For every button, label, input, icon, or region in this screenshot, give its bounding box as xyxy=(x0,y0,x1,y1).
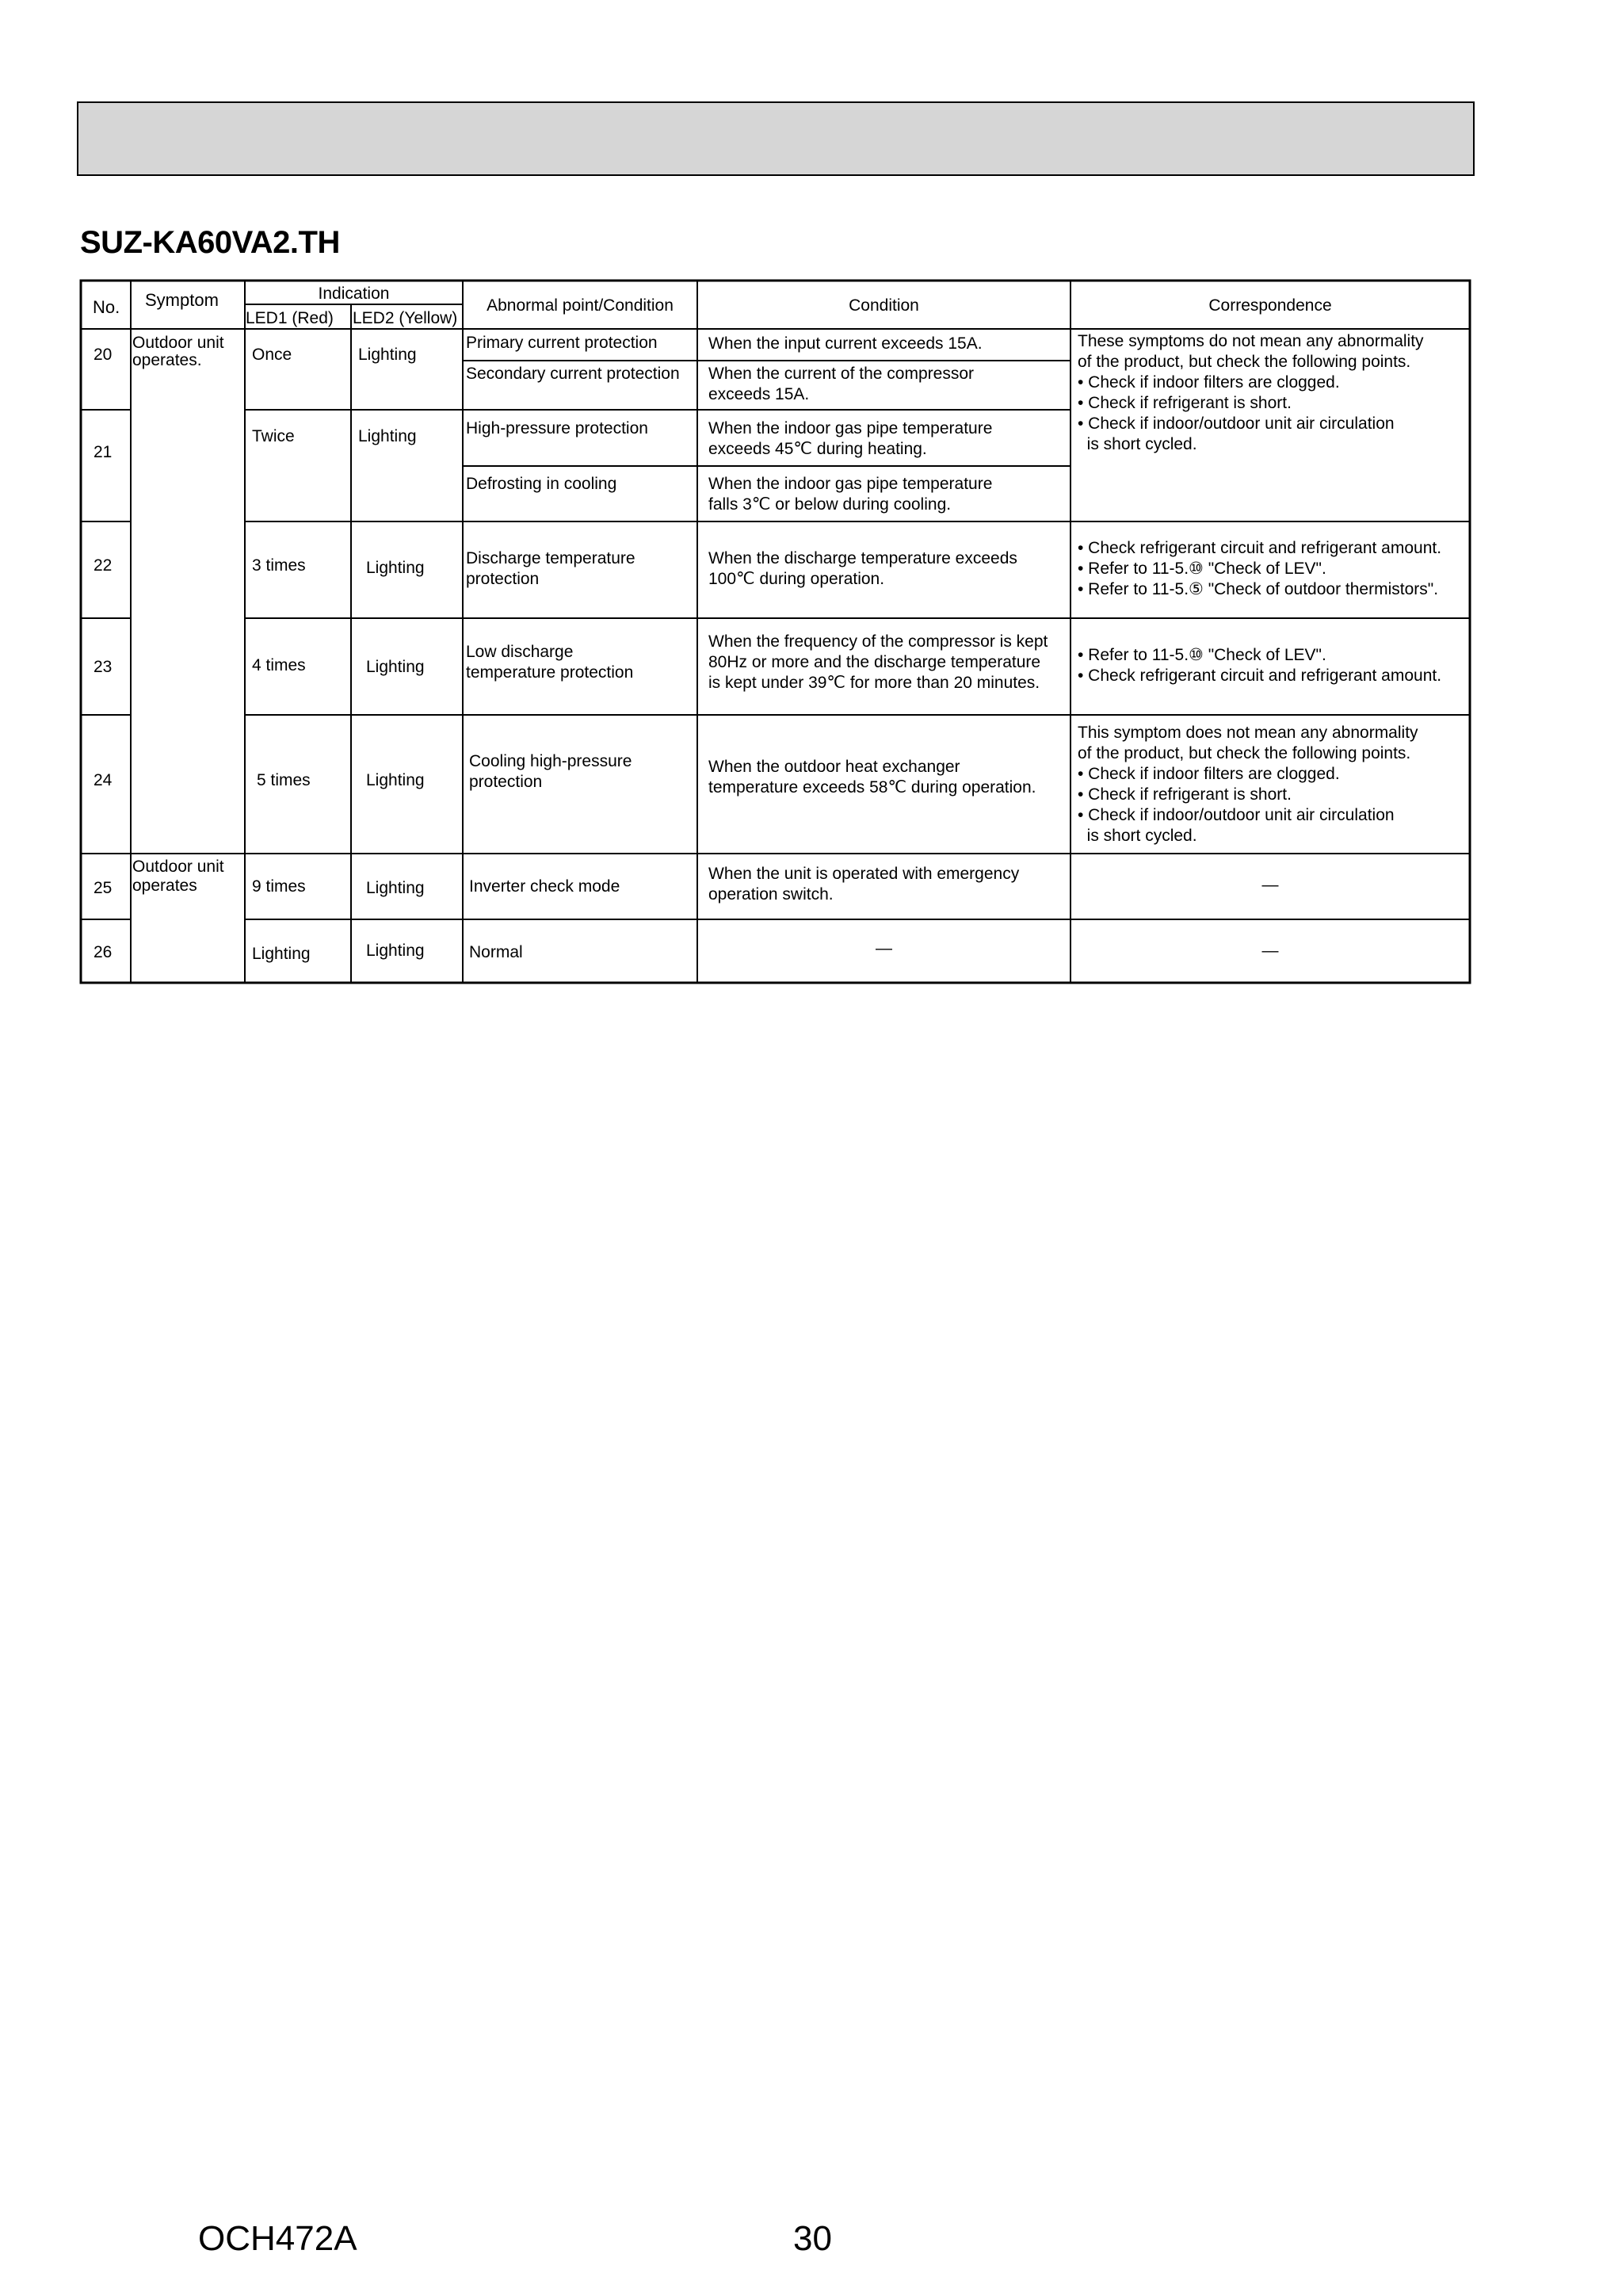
abnormal-point: Discharge temperature protection xyxy=(466,549,635,588)
condition-text: — xyxy=(876,939,892,957)
row-no: 24 xyxy=(94,771,113,789)
condition-text: When the current of the compressor exceeds 15A. xyxy=(708,365,974,403)
led2-value: Lighting xyxy=(366,879,425,897)
correspondence-text: — xyxy=(1261,942,1279,960)
document-code: OCH472A xyxy=(198,2219,357,2258)
symptom-outdoor-operates: Outdoor unit operates. xyxy=(132,334,224,369)
header-no: No. xyxy=(93,297,120,317)
page-number: 30 xyxy=(793,2219,832,2258)
correspondence-text: This symptom does not mean any abnormality of the product, but check the following points. • Check if indoor filters are clogged. • Check if refrigerant is short. • Check if indoor/outdoor unit air circulation is short cycled. xyxy=(1078,724,1418,845)
led1-value: Lighting xyxy=(252,945,311,963)
header-indication: Indication xyxy=(318,285,390,303)
row-no: 22 xyxy=(94,556,113,575)
abnormal-point: Low discharge temperature protection xyxy=(466,643,634,682)
header-led1: LED1 (Red) xyxy=(246,309,334,327)
shared-correspondence: These symptoms do not mean any abnormality of the product, but check the following points. • Check if indoor filters are clogged. • Check if refrigerant is short. • Check if indoor/outdoor unit air circulation is short cycled. xyxy=(1078,332,1424,453)
abnormal-point: Normal xyxy=(469,943,523,961)
abnormal-point: Cooling high-pressure protection xyxy=(469,752,632,791)
condition-text: When the outdoor heat exchanger temperature exceeds 58℃ during operation. xyxy=(708,758,1036,797)
row-no: 25 xyxy=(94,879,113,897)
condition-text: When the discharge temperature exceeds 100℃ during operation. xyxy=(708,549,1017,588)
condition-text: When the frequency of the compressor is kept 80Hz or more and the discharge temperature is kept under 39℃ for more than 20 minutes. xyxy=(708,632,1048,692)
led1-value: Once xyxy=(252,346,292,364)
correspondence-text: — xyxy=(1261,876,1279,894)
led1-value: 5 times xyxy=(257,771,311,789)
abnormal-point: High-pressure protection xyxy=(466,419,648,437)
row-no: 23 xyxy=(94,658,113,676)
row-no: 20 xyxy=(94,346,113,364)
condition-text: When the indoor gas pipe temperature falls 3℃ or below during cooling. xyxy=(708,475,993,514)
row-no: 26 xyxy=(94,943,113,961)
header-led2: LED2 (Yellow) xyxy=(353,309,458,327)
header-correspondence: Correspondence xyxy=(1208,296,1332,315)
led2-value: Lighting xyxy=(358,346,417,364)
led1-value: 3 times xyxy=(252,556,306,575)
model-title: SUZ-KA60VA2.TH xyxy=(80,225,340,260)
led2-value: Lighting xyxy=(366,771,425,789)
condition-text: When the indoor gas pipe temperature exceeds 45℃ during heating. xyxy=(708,419,993,458)
led2-value: Lighting xyxy=(358,427,417,445)
led1-value: Twice xyxy=(252,427,295,445)
header-condition: Condition xyxy=(849,296,919,315)
abnormal-point: Inverter check mode xyxy=(469,877,620,896)
led1-value: 4 times xyxy=(252,656,306,674)
condition-text: When the unit is operated with emergency operation switch. xyxy=(708,865,1020,904)
abnormal-point: Secondary current protection xyxy=(466,365,680,383)
row-no: 21 xyxy=(94,443,113,461)
header-symptom: Symptom xyxy=(145,290,219,310)
symptom-outdoor-operates-2: Outdoor unit operates xyxy=(132,858,224,895)
led2-value: Lighting xyxy=(366,658,425,676)
led2-value: Lighting xyxy=(366,942,425,960)
header-abnormal: Abnormal point/Condition xyxy=(487,296,674,315)
abnormal-point: Defrosting in cooling xyxy=(466,475,617,493)
abnormal-point: Primary current protection xyxy=(466,334,658,352)
correspondence-text: • Check refrigerant circuit and refrigerant amount. • Refer to 11-5.⑩ "Check of LEV". • Refer to 11-5.⑤ "Check of outdoor thermistors". xyxy=(1078,539,1442,598)
correspondence-text: • Refer to 11-5.⑩ "Check of LEV". • Check refrigerant circuit and refrigerant amount. xyxy=(1078,646,1442,685)
led2-value: Lighting xyxy=(366,559,425,577)
led1-value: 9 times xyxy=(252,877,306,896)
condition-text: When the input current exceeds 15A. xyxy=(708,334,983,353)
